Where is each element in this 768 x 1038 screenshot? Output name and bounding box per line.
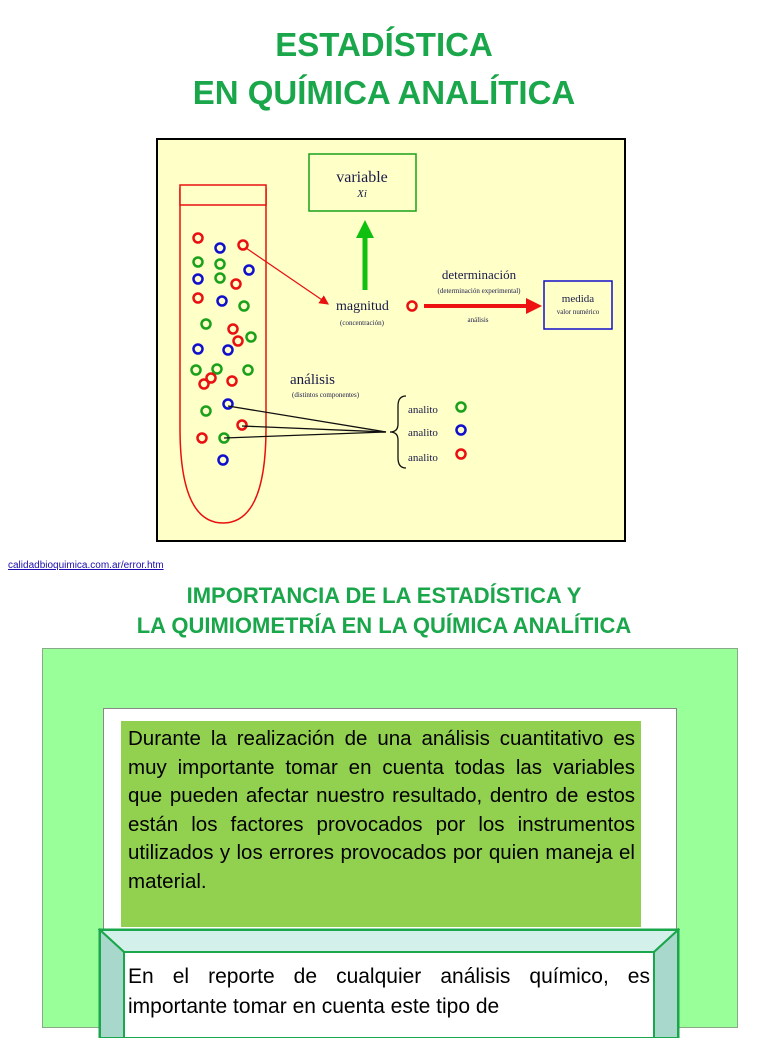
medida-sub: valor numérico (556, 308, 600, 316)
magnitud-sub: (concentración) (340, 319, 384, 327)
analysis-diagram (156, 138, 626, 542)
determinacion-label: determinación (441, 267, 517, 282)
analito-label-3: analito (408, 452, 438, 464)
variable-sub: Xi (357, 188, 367, 200)
page-title-line1: ESTADÍSTICA (275, 26, 493, 63)
analito-label-1: analito (408, 404, 438, 416)
page-title-line2: EN QUÍMICA ANALÍTICA (192, 74, 576, 111)
source-link[interactable]: calidadbioquimica.com.ar/error.htm (8, 560, 164, 571)
paragraph-1: Durante la realización de una análisis cuantitativo es muy importante tomar en cuenta todas las variables que pueden afectar nuestro resultado, dentro de estos están los factores provocados por los instrumentos utilizados y los errores provocados por quien maneja el material. (121, 721, 641, 927)
test-tube-rim (180, 185, 266, 205)
analisis-label: análisis (290, 372, 335, 388)
magnitud-label: magnitud (336, 299, 389, 314)
medida-label: medida (561, 293, 595, 305)
analisis-arrow-label: análisis (467, 316, 489, 324)
analisis-sub: (distintos componentes) (292, 391, 360, 399)
determinacion-sub: (determinación experimental) (437, 287, 521, 295)
analito-label-2: analito (408, 427, 438, 439)
section-subtitle-line1: IMPORTANCIA DE LA ESTADÍSTICA Y (186, 583, 582, 608)
section-subtitle-line2: LA QUIMIOMETRÍA EN LA QUÍMICA ANALÍTICA (136, 613, 632, 638)
variable-label: variable (336, 169, 388, 186)
paragraph-2: En el reporte de cualquier análisis químico, es importante tomar en cuenta este tipo de (128, 965, 650, 1018)
